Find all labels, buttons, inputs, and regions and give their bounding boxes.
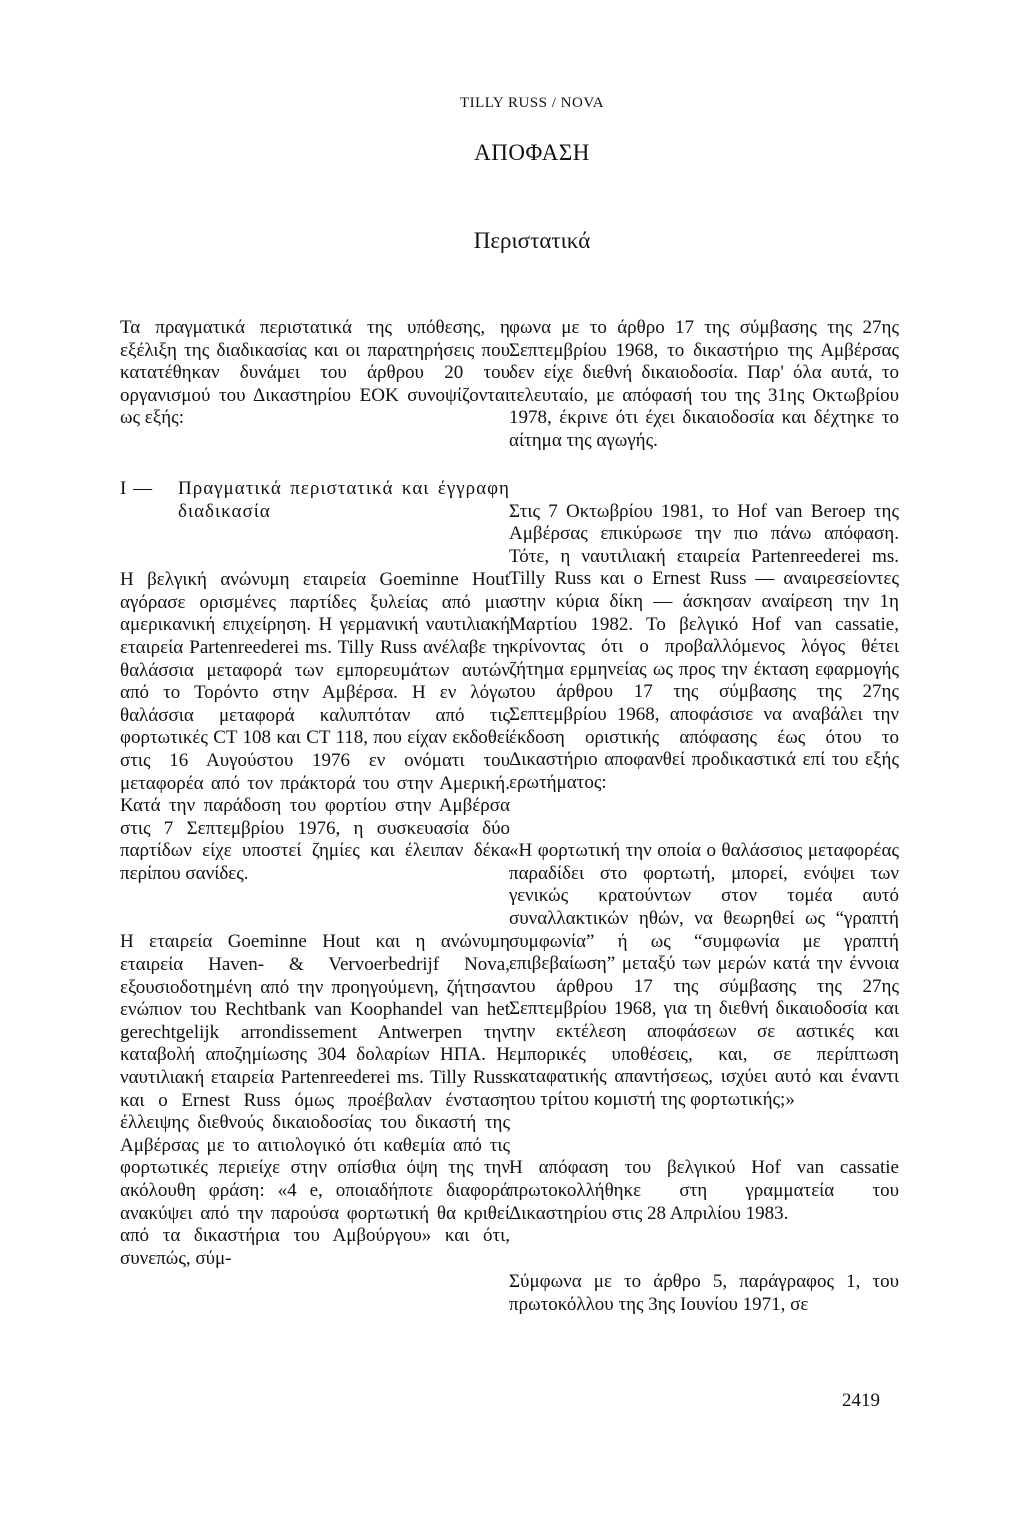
section-title: Περιστατικά [473, 228, 591, 253]
proceedings-paragraph: Η εταιρεία Goeminne Hout και η ανώνυμη εταιρεία Haven- & Vervoerbedrijf Nova, εξουσιοδοτημένη από την προηγούμενη, ζήτησαν ενώπιον του Rechtbank van Koophandel van het gerechtgelijk arrondissement Antwerpen την καταβολή αποζημίωσης 304 δολαρίων ΗΠΑ. Η ναυτιλιακή εταιρεία Partenreederei ms. Tilly Russ και ο Ernest Russ όμως προέβαλαν ένσταση έλλειψης διεθνούς δικαιοδοσίας του δικαστή της Αμβέρσας με το αιτιολογικό ότι καθεμία από τις φορτωτικές περιείχε στην οπίσθια όψη της την ακόλουθη φράση: «4 e, οποιαδήποτε διαφορά ανακύψει από την παρούσα φορτωτική θα κριθεί από τα δικαστήρια του Αμβούργου» και ότι, συνεπώς, σύμ- [120, 931, 510, 1269]
registration-paragraph: Η απόφαση του βελγικού Hof van cassatie πρωτοκολλήθηκε στη γραμματεία του Δικαστηρίου στις 28 Απριλίου 1983. [509, 1157, 899, 1224]
preliminary-question: «Η φορτωτική την οποία ο θαλάσσιος μεταφορέας παραδίδει στο φορτωτή, μπορεί, ενόψει των γενικώς κρατούντων στον τομέα αυτό συναλλακτικών ηθών, να θεωρηθεί ως “γραπτή συμφωνία” ή ως “συμφωνία με γραπτή επιβεβαίωση” μεταξύ των μερών κατά την έννοια του άρθρου 17 της σύμβασης της 27ης Σεπτεμβρίου 1968, για τη διεθνή δικαιοδοσία και την εκτέλεση αποφάσεων σε αστικές και εμπορικές υποθέσεις, και, σε περίπτωση καταφατικής απαντήσεως, ισχύει αυτό και έναντι του τρίτου κομιστή της φορτωτικής;» [509, 840, 899, 1110]
right-column [509, 317, 899, 1316]
running-head: TILLY RUSS / NOVA [459, 95, 605, 111]
document-title: ΑΠΟΦΑΣΗ [474, 140, 590, 165]
intro-paragraph: Τα πραγματικά περιστατικά της υπόθεσης, η εξέλιξη της διαδικασίας και οι παρατηρήσεις που κατατέθηκαν δυνάμει του άρθρου 20 του οργανισμού του Δικαστηρίου ΕΟΚ συνοψίζονται ως εξής: [120, 317, 510, 429]
subheading [120, 478, 510, 523]
continuation-paragraph: φωνα με το άρθρο 17 της σύμβασης της 27ης Σεπτεμβρίου 1968, το δικαστήριο της Αμβέρσας δεν είχε διεθνή δικαιοδοσία. Παρ' όλα αυτά, το τελευταίο, με απόφασή του της 31ης Οκτωβρίου 1978, έκρινε ότι έχει δικαιοδοσία και δέχτηκε το αίτημα της αγωγής. [509, 317, 899, 451]
page-number: 2419 [842, 1390, 880, 1411]
subheading-number: I — [120, 477, 154, 499]
facts-paragraph: Η βελγική ανώνυμη εταιρεία Goeminne Hout αγόρασε ορισμένες παρτίδες ξυλείας από μια αμερικανική επιχείρηση. Η γερμανική ναυτιλιακή εταιρεία Partenreederei ms. Tilly Russ ανέλαβε τη θαλάσσια μεταφορά των εμπορευμάτων αυτών από το Τορόντο στην Αμβέρσα. Η εν λόγω θαλάσσια μεταφορά καλυπτόταν από τις φορτωτικές CT 108 και CT 118, που είχαν εκδοθεί στις 16 Αυγούστου 1976 εν ονόματι του μεταφορέα από τον πράκτορά του στην Αμερική. Κατά την παράδοση του φορτίου στην Αμβέρσα στις 7 Σεπτεμβρίου 1976, η συσκευασία δύο παρτίδων είχε υποστεί ζημίες και έλειπαν δέκα περίπου σανίδες. [120, 569, 510, 884]
appeal-paragraph: Στις 7 Οκτωβρίου 1981, το Hof van Beroep της Αμβέρσας επικύρωσε την πιο πάνω απόφαση. Τότε, η ναυτιλιακή εταιρεία Partenreederei ms. Tilly Russ και ο Ernest Russ — αναιρεσείοντες στην κύρια δίκη — άσκησαν αναίρεση την 1η Μαρτίου 1982. Το βελγικό Hof van cassatie, κρίνοντας ότι ο προβαλλόμενος λόγος θέτει ζήτημα ερμηνείας ως προς την έκταση εφαρμογής του άρθρου 17 της σύμβασης της 27ης Σεπτεμβρίου 1968, αποφάσισε να αναβάλει την έκδοση οριστικής απόφασης έως ότου το Δικαστήριο αποφανθεί προδικαστικά επί του εξής ερωτήματος: [509, 500, 899, 793]
subheading-text: Πραγματικά περιστατικά και έγγραφη διαδικασία [178, 477, 510, 522]
left-column [120, 317, 510, 1270]
protocol-paragraph: Σύμφωνα με το άρθρο 5, παράγραφος 1, του πρωτοκόλλου της 3ης Ιουνίου 1971, σε [509, 1271, 899, 1315]
